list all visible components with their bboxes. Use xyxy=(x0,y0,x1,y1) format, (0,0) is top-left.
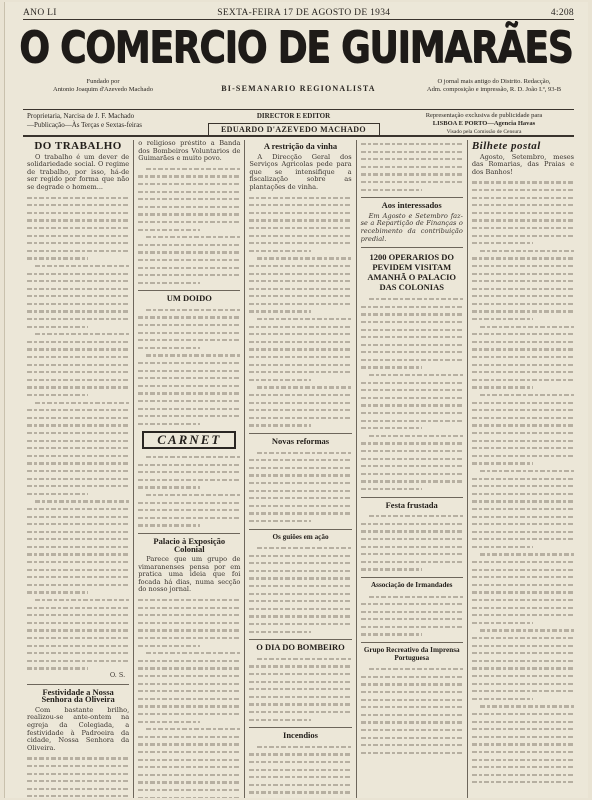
founder-name: Antonio Joaquim d'Azevedo Machado xyxy=(53,86,153,93)
advertising-block xyxy=(394,110,574,135)
divider xyxy=(361,642,463,643)
text-block xyxy=(138,596,240,798)
text-block xyxy=(361,665,463,756)
headline-festa-frustada: Festa frustada xyxy=(385,499,438,510)
text-block xyxy=(138,453,240,529)
text-block xyxy=(138,165,240,287)
founder-block xyxy=(23,78,183,94)
issue-number: 4:208 xyxy=(550,7,574,18)
subhead xyxy=(23,78,574,108)
headline-guioes: Os guiões em ação xyxy=(272,532,329,541)
director-block xyxy=(204,110,384,135)
column-3 xyxy=(245,140,356,798)
text-block xyxy=(249,449,351,525)
headline-carnet: CARNET xyxy=(142,431,236,449)
column-5 xyxy=(468,140,578,798)
advertising-line-3: Visado pela Comissão de Censura xyxy=(446,129,522,135)
column-2 xyxy=(134,140,245,798)
headline-festividade: Festividade a Nossa Senhora da Oliveira xyxy=(41,686,115,705)
text-block xyxy=(472,178,574,786)
article-text: Com bastante brilho, realizou-se ante-ontem na egreja da Colegiada, a festividade à Padroeira da cidade, Nossa Senhora da Oliveira. xyxy=(27,705,130,752)
owner-block xyxy=(23,110,193,135)
headline-incendios: Incendios xyxy=(283,730,318,741)
headline-associacao-irmandades: Associação de Irmandades xyxy=(370,580,453,589)
article-text: Em Agosto e Setembro faz-se a Repartição de Finanças o recebimento da contribuição predial. xyxy=(360,211,463,243)
text-block xyxy=(361,140,463,193)
divider xyxy=(249,529,351,530)
divider xyxy=(138,533,240,534)
advertising-line-1: Representação exclusiva de publicidade para xyxy=(425,112,543,119)
issue-date: SEXTA-FEIRA 17 DE AGOSTO DE 1934 xyxy=(217,7,391,18)
divider xyxy=(27,684,129,685)
text-block xyxy=(138,306,240,428)
info-band xyxy=(23,109,574,137)
date-line xyxy=(23,6,574,20)
headline-aos-interessados: Aos interessados xyxy=(381,200,442,211)
newspaper-page xyxy=(4,2,588,798)
text-block xyxy=(361,295,463,492)
headline-do-trabalho: DO TRABALHO xyxy=(34,140,122,152)
headline-grupo-recreativo: Grupo Recreativo da Imprensa Portuguesa xyxy=(363,646,460,662)
text-block xyxy=(27,194,129,672)
article-text: Parece que um grupo de vimaranenses pensa por em pratica uma ideia que foi focada há dias, numa secção do nosso jornal. xyxy=(138,555,241,594)
address-block xyxy=(414,78,574,94)
divider xyxy=(361,497,463,498)
divider xyxy=(361,197,463,198)
headline-dia-bombeiro: O DIA DO BOMBEIRO xyxy=(256,642,345,653)
headline-operarios-pevidem: 1200 OPERARIOS DO PEVIDEM VISITAM AMANHÃ O PALACIO DAS COLONIAS xyxy=(367,252,457,293)
text-block xyxy=(249,655,351,723)
article-text: Agosto, Setembro, meses das Romarias, das Praias e dos Banhos! xyxy=(471,152,575,176)
divider xyxy=(249,433,351,434)
text-block xyxy=(27,754,129,798)
headline-palacio-exposicao: Palacio à Exposição Colonial xyxy=(153,535,226,554)
publication-line: —Publicação—Às Terças e Sextas-feiras xyxy=(27,121,143,129)
headline-novas-reformas: Novas reformas xyxy=(271,435,330,446)
text-block xyxy=(361,512,463,573)
article-text: A Direcção Geral dos Serviços Agricolas pede para que se intensifique a fiscalização sobre as plantações de vinha. xyxy=(249,152,352,191)
divider xyxy=(361,577,463,578)
headline-bilhete-postal: Bilhete postal xyxy=(471,140,541,152)
column-4 xyxy=(357,140,468,798)
address-line-2: Adm. composição e impressão, R. D. João I.º, 93-B xyxy=(426,86,562,93)
divider xyxy=(138,290,240,291)
founded-label: Fundado por xyxy=(86,78,120,85)
article-columns xyxy=(23,140,578,798)
text-block xyxy=(249,194,351,429)
divider xyxy=(249,639,351,640)
address-line-1: O jornal mais antigo do Distrito. Redacção, xyxy=(437,78,551,85)
column-1 xyxy=(23,140,134,798)
divider xyxy=(249,727,351,728)
headline-um-doido: UM DOIDO xyxy=(166,293,212,304)
tagline: BI-SEMANARIO REGIONALISTA xyxy=(221,84,376,93)
issue-year: ANO LI xyxy=(23,7,57,18)
divider xyxy=(361,247,463,248)
masthead-title: O COMERCIO DE GUIMARÃES xyxy=(19,22,573,73)
director-name: EDUARDO D'AZEVEDO MACHADO xyxy=(208,123,380,135)
article-text: O trabalho é um dever de solidariedade social. O regime de trabalho, por isso, há-de ser regido por forma que não se degrade o homem... xyxy=(27,152,130,191)
text-block xyxy=(361,593,463,639)
text-block xyxy=(249,544,351,635)
text-block xyxy=(249,743,351,798)
article-text: o religioso préstito a Banda dos Bombeiros Voluntarios de Guimarães e muito povo. xyxy=(138,140,241,163)
owner-line: Proprietaria, Narcisa de J. F. Machado xyxy=(27,112,135,120)
advertising-line-2: LISBOA E PORTO—Agencia Havas xyxy=(432,120,536,127)
headline-restricao-vinha: A restrição da vinha xyxy=(263,141,338,151)
signature: O. S. xyxy=(109,670,126,679)
director-label: DIRECTOR E EDITOR xyxy=(256,112,331,120)
